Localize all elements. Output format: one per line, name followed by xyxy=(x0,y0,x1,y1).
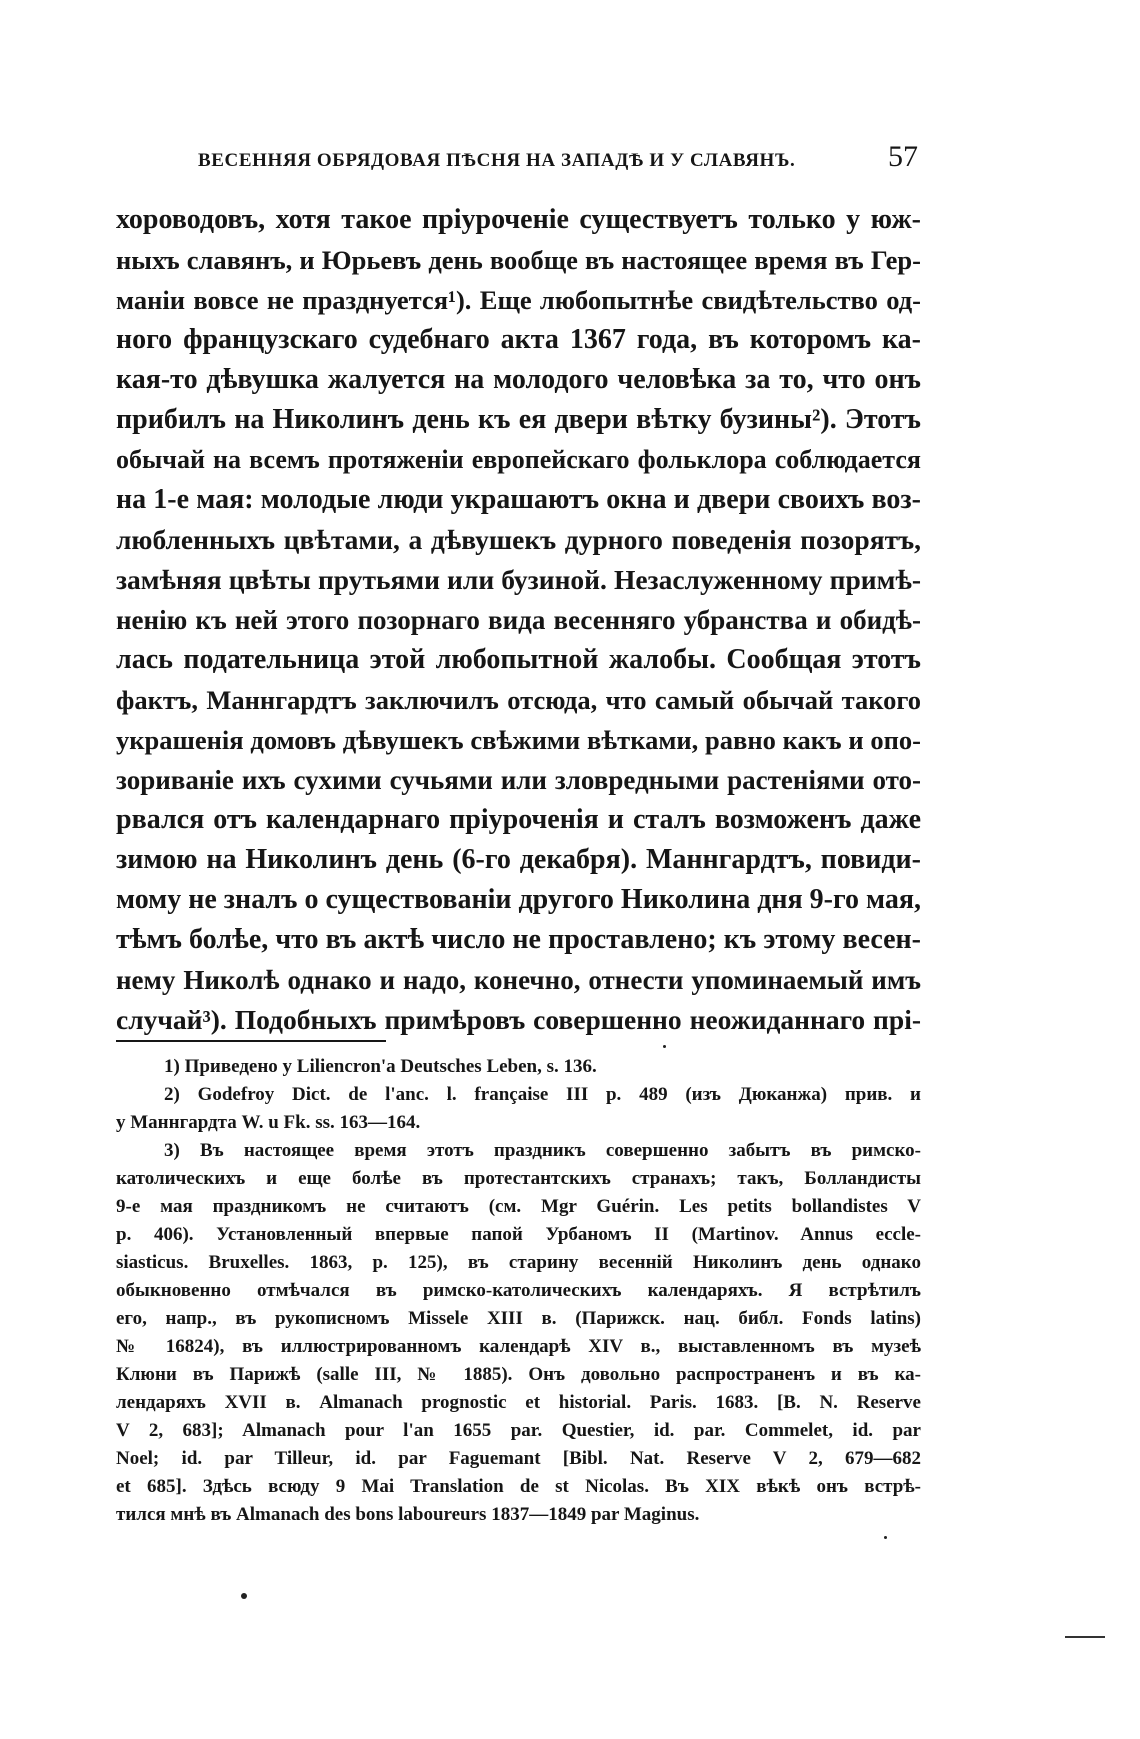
footnote-line: siasticus. Bruxelles. 1863, p. 125), въ старину весенній Николинъ день однако xyxy=(116,1252,921,1273)
footnote-line: обыкновенно отмѣчался въ римско-католическихъ календаряхъ. Я встрѣтилъ xyxy=(116,1280,921,1301)
footnote-line: Noel; id. par Tilleur, id. par Faguemant [Bibl. Nat. Reserve V 2, 679—682 xyxy=(116,1448,921,1469)
footnote-line: et 685]. Здѣсь всюду 9 Mai Translation de st Nicolas. Въ XIX вѣкѣ онъ встрѣ- xyxy=(116,1476,921,1497)
footnote-line: католическихъ и еще болѣе въ протестантскихъ странахъ; такъ, Болландисты xyxy=(116,1168,921,1189)
footnote-line: его, напр., въ рукописномъ Missele XIII в. (Парижск. нац. библ. Fonds latins) xyxy=(116,1308,921,1329)
page-header xyxy=(198,140,918,180)
text-line: зимою на Николинъ день (6-го декабря). Маннгардтъ, повиди- xyxy=(116,844,921,875)
ink-mark xyxy=(1065,1636,1105,1638)
text-line: тѣмъ болѣе, что въ актѣ число не проставлено; къ этому весен- xyxy=(116,924,921,955)
text-line: украшенія домовъ дѣвушекъ свѣжими вѣтками, равно какъ и опо- xyxy=(116,725,921,755)
text-line: ненію къ ней этого позорнаго вида весенняго убранства и обидѣ- xyxy=(116,605,921,635)
text-line: мому не зналъ о существованіи другого Николина дня 9-го мая, xyxy=(116,884,922,915)
text-line: зориваніе ихъ сухими сучьями или зловредными растеніями ото- xyxy=(116,765,921,795)
text-line: прибилъ на Николинъ день къ ея двери вѣтку бузины²). Этотъ xyxy=(116,404,921,435)
footnote-line: лендаряхъ XVII в. Almanach prognostic et historial. Paris. 1683. [B. N. Reserve xyxy=(116,1392,921,1413)
text-line: нему Николѣ однако и надо, конечно, отнести упоминаемый имъ xyxy=(116,965,921,995)
page-number: 57 xyxy=(888,140,918,173)
ink-speck xyxy=(884,1536,887,1539)
text-line: ного французскаго судебнаго акта 1367 года, въ которомъ ка- xyxy=(116,324,921,355)
ink-speck xyxy=(663,1045,666,1048)
running-title: ВЕСЕННЯЯ ОБРЯДОВАЯ ПѢСНЯ НА ЗАПАДѢ И У СЛАВЯНЪ. xyxy=(198,150,796,171)
footnote-line: p. 406). Установленный впервые папой Урбаномъ II (Martinov. Annus eccle- xyxy=(116,1224,921,1245)
footnotes xyxy=(116,1053,921,1529)
text-line: кая-то дѣвушка жалуется на молодого человѣка за то, что онъ xyxy=(116,364,921,395)
footnote-line: у Маннгардта W. u Fk. ss. 163—164. xyxy=(116,1112,421,1133)
footnote-line: Клюни въ Парижѣ (salle III, № 1885). Онъ довольно распространенъ и въ ка- xyxy=(116,1364,921,1385)
footnote-line: 2) Godefroy Dict. de l'anc. l. française III p. 489 (изъ Дюканжа) прив. и xyxy=(164,1084,921,1105)
text-line: любленныхъ цвѣтами, а дѣвушекъ дурного поведенія позорятъ, xyxy=(116,524,921,555)
text-line: обычай на всемъ протяженіи европейскаго фольклора соблюдается xyxy=(116,445,921,474)
footnote-line: тился мнѣ въ Almanach des bons laboureurs 1837—1849 par Maginus. xyxy=(116,1504,700,1525)
text-line: случай³). Подобныхъ примѣровъ совершенно неожиданнаго прі- xyxy=(116,1004,921,1035)
text-line: маніи вовсе не празднуется¹). Еще любопытнѣе свидѣтельство од- xyxy=(116,285,921,315)
text-line: фактъ, Маннгардтъ заключилъ отсюда, что самый обычай такого xyxy=(116,685,921,715)
footnote-line: № 16824), въ иллюстрированномъ календарѣ XIV в., выставленномъ въ музеѣ xyxy=(116,1336,921,1357)
footnote-line: 9-е мая праздникомъ не считаютъ (см. Mgr Guérin. Les petits bollandistes V xyxy=(116,1196,921,1217)
ink-speck xyxy=(241,1593,247,1599)
text-line: лась подательница этой любопытной жалобы. Сообщая этотъ xyxy=(116,644,921,675)
text-line: на 1-е мая: молодые люди украшаютъ окна и двери своихъ воз- xyxy=(116,484,921,515)
footnote-separator xyxy=(116,1040,386,1042)
footnote-line: 1) Приведено у Liliencron'a Deutsches Leben, s. 136. xyxy=(164,1056,597,1077)
text-line: хороводовъ, хотя такое пріуроченіе существуетъ только у юж- xyxy=(116,204,921,235)
text-line: ныхъ славянъ, и Юрьевъ день вообще въ настоящее время въ Гер- xyxy=(116,245,921,275)
text-line: рвался отъ календарнаго пріуроченія и сталъ возможенъ даже xyxy=(116,804,921,835)
footnote-line: V 2, 683]; Almanach pour l'an 1655 par. Questier, id. par. Commelet, id. par xyxy=(116,1420,921,1441)
main-text xyxy=(116,200,921,1040)
text-line: замѣняя цвѣты прутьями или бузиной. Незаслуженному примѣ- xyxy=(116,564,921,595)
footnote-line: 3) Въ настоящее время этотъ праздникъ совершенно забытъ въ римско- xyxy=(164,1140,921,1161)
